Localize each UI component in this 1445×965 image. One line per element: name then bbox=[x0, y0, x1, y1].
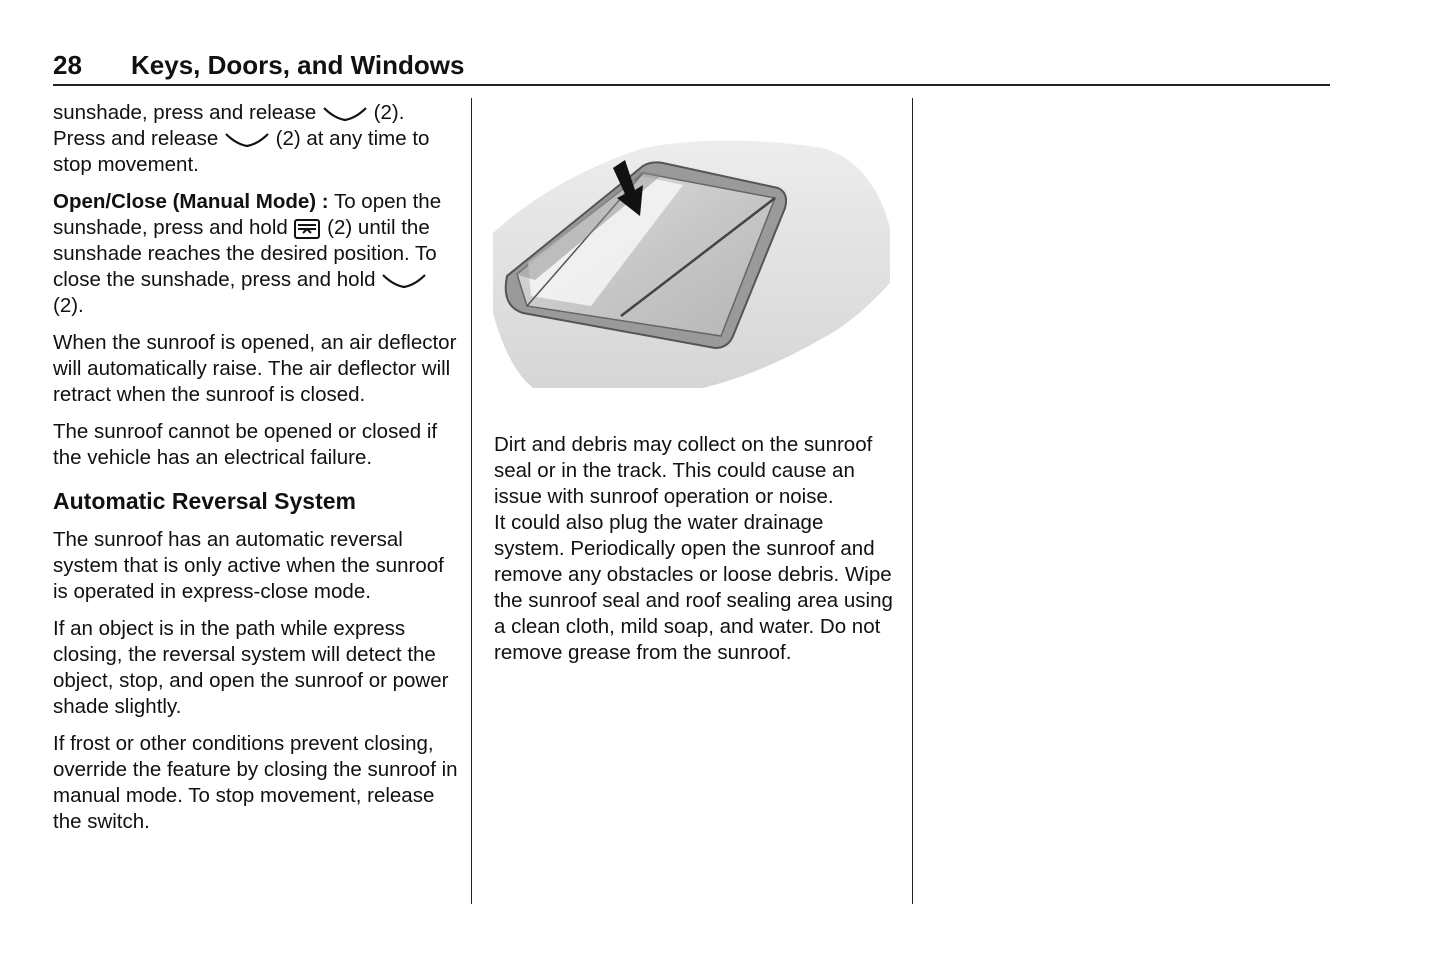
column-divider-left bbox=[471, 98, 472, 904]
paragraph-reversal-detect: If an object is in the path while express closing, the reversal system will detect the object, stop, and open the sunroof or power shade slightly. bbox=[53, 617, 449, 718]
section-title: Keys, Doors, and Windows bbox=[131, 50, 465, 80]
paragraph-reversal-intro: The sunroof has an automatic reversal system that is only active when the sunroof is operated in express-close mode. bbox=[53, 528, 444, 603]
column-middle bbox=[494, 432, 899, 677]
paragraph-manual-mode: Open/Close (Manual Mode) : To open the sunshade, press and hold (2) until the sunshade reaches the desired position. To close the sunshade, press and hold (2). bbox=[53, 190, 442, 317]
paragraph-reversal-override: If frost or other conditions prevent closing, override the feature by closing the sunroof in manual mode. To stop movement, release the switch. bbox=[53, 732, 458, 833]
column-left bbox=[53, 100, 458, 846]
paragraph-water-drainage: It could also plug the water drainage system. Periodically open the sunroof and remove any obstacles or loose debris. Wipe the sunroof seal and roof sealing area using a clean cloth, mild soap, and water. Do not remove grease from the sunroof. bbox=[494, 511, 893, 664]
paragraph-air-deflector: When the sunroof is opened, an air deflector will automatically raise. The air deflector will retract when the sunroof is closed. bbox=[53, 331, 457, 406]
sunshade-close-icon bbox=[322, 105, 368, 123]
page-header bbox=[53, 46, 1330, 86]
sunshade-open-icon bbox=[293, 218, 321, 240]
paragraph-sunshade-express: sunshade, press and release (2). Press and release (2) at any time to stop movement. bbox=[53, 101, 430, 176]
sunshade-close-icon bbox=[381, 272, 427, 290]
page-number: 28 bbox=[53, 50, 82, 80]
paragraph-dirt-debris: Dirt and debris may collect on the sunroof seal or in the track. This could cause an issue with sunroof operation or noise. bbox=[494, 433, 873, 508]
sunshade-close-icon bbox=[224, 131, 270, 149]
sunroof-illustration bbox=[493, 138, 890, 400]
manual-mode-label: Open/Close (Manual Mode) : bbox=[53, 190, 329, 213]
paragraph-electrical-failure: The sunroof cannot be opened or closed if the vehicle has an electrical failure. bbox=[53, 420, 438, 469]
column-divider-right bbox=[912, 98, 913, 904]
heading-automatic-reversal: Automatic Reversal System bbox=[53, 488, 356, 514]
